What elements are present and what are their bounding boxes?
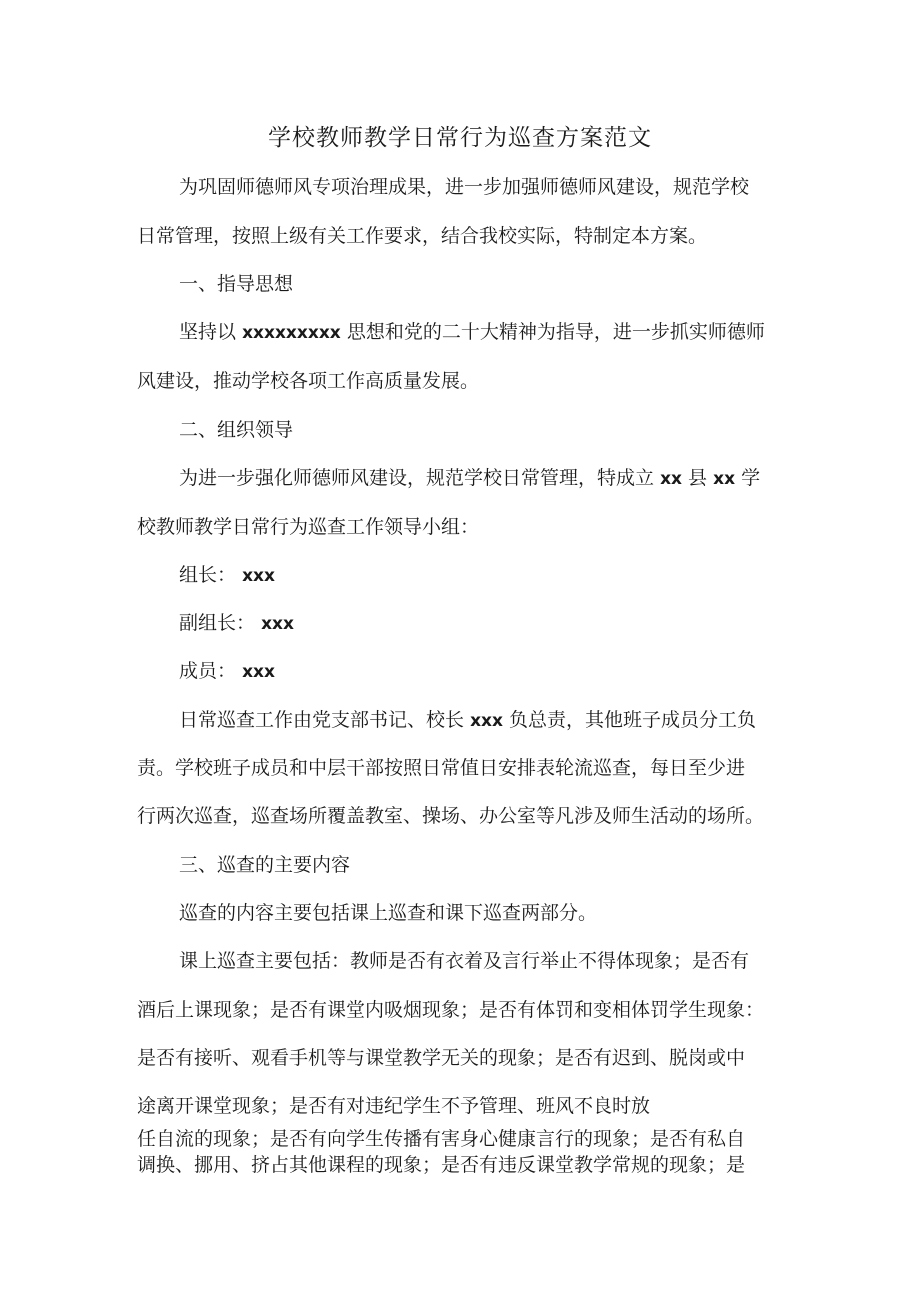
paragraph-line [137, 1092, 650, 1120]
paragraph-line [137, 802, 764, 830]
text-run: 途离开课堂现象；是否有对违纪学生不予管理、班风不良时放 [137, 1095, 651, 1117]
member-leader [179, 561, 275, 590]
placeholder-code: xx [713, 469, 736, 489]
text-run: 风建设，推动学校各项工作高质量发展。 [137, 370, 480, 392]
member-members [179, 657, 275, 686]
placeholder-code: xxxxxxxxx [242, 323, 341, 343]
text-run: 副组长： [179, 612, 256, 634]
text-run: 坚持以 [179, 321, 237, 343]
paragraph-line [137, 1044, 745, 1072]
text-run: 为巩固师德师风专项治理成果，进一步加强师德师风建设，规范学校 [179, 176, 750, 198]
paragraph-line [137, 754, 745, 782]
paragraph-line [179, 899, 597, 927]
paragraph-line [179, 173, 749, 201]
paragraph-line [137, 1151, 745, 1179]
text-run: 校教师教学日常行为巡查工作领导小组： [137, 516, 480, 538]
text-run: 二、组织领导 [179, 419, 294, 441]
paragraph-line [137, 996, 764, 1024]
text-run: 任自流的现象；是否有向学生传播有害身心健康言行的现象；是否有私自 [137, 1128, 746, 1150]
paragraph-line [137, 367, 479, 395]
text-run: 课上巡查主要包括：教师是否有衣着及言行举止不得体现象；是否有 [179, 950, 750, 972]
member-deputy-leader [179, 609, 294, 638]
placeholder-code: xxx [242, 566, 275, 586]
text-run: 思想和党的二十大精神为指导，进一步抓实师德师 [346, 321, 765, 343]
paragraph-line [179, 706, 756, 735]
text-run: 一、指导思想 [179, 273, 294, 295]
placeholder-code: xxx [470, 711, 503, 731]
text-run: 巡查的内容主要包括课上巡查和课下巡查两部分。 [179, 902, 598, 924]
placeholder-code: xxx [261, 614, 294, 634]
section-heading-organization [179, 416, 293, 444]
paragraph-line [179, 318, 765, 347]
section-heading-guiding-thought [179, 270, 293, 298]
placeholder-code: xx [660, 469, 682, 489]
document-title: 学校教师教学日常行为巡查方案范文 [268, 125, 652, 151]
text-run: 日常管理，按照上级有关工作要求，结合我校实际，特制定本方案。 [137, 225, 708, 247]
text-run: 是否有接听、观看手机等与课堂教学无关的现象；是否有迟到、脱岗或中 [137, 1047, 746, 1069]
text-run: 日常巡查工作由党支部书记、校长 [179, 709, 465, 731]
text-run: 三、巡查的主要内容 [179, 854, 351, 876]
text-run: 学 [741, 467, 761, 489]
text-run: 酒后上课现象；是否有课堂内吸烟现象；是否有体罚和变相体罚学生现象： [137, 999, 765, 1021]
paragraph-line [137, 513, 479, 541]
section-heading-main-content [179, 851, 350, 879]
text-run: 县 [688, 467, 708, 489]
text-run: 为进一步强化师德师风建设，规范学校日常管理，特成立 [179, 467, 655, 489]
text-run: 负总责，其他班子成员分工负 [509, 709, 757, 731]
paragraph-line [179, 947, 749, 975]
text-run: 成员： [179, 660, 237, 682]
text-run: 责。学校班子成员和中层干部按照日常值日安排表轮流巡查，每日至少进 [137, 757, 746, 779]
text-run: 组长： [179, 564, 237, 586]
text-run: 调换、挪用、挤占其他课程的现象；是否有违反课堂教学常规的现象；是 [137, 1154, 746, 1176]
paragraph-line [137, 1125, 745, 1153]
paragraph-line [179, 464, 760, 493]
placeholder-code: xxx [242, 662, 275, 682]
text-run: 行两次巡查，巡查场所覆盖教室、操场、办公室等凡涉及师生活动的场所。 [137, 805, 765, 827]
paragraph-line [137, 222, 707, 250]
